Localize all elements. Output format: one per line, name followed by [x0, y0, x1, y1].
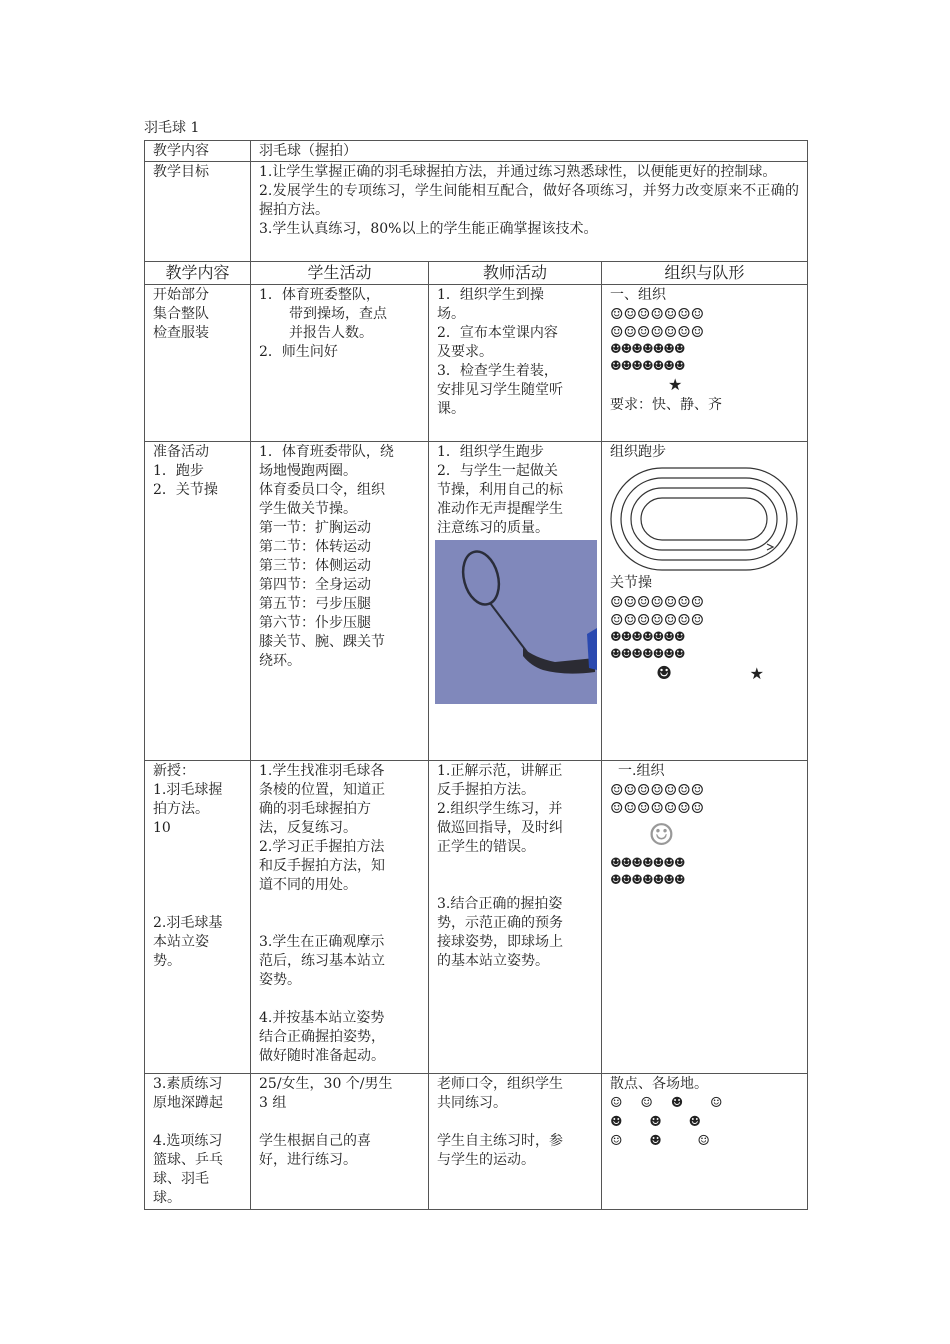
warmup-teacher: 1．组织学生跑步 2．与学生一起做关 节操，利用自己的标 准动作无声提醒学生 注意练习的质量。: [429, 442, 602, 761]
fitness-teacher: 老师口令，组织学生 共同练习。 学生自主练习时，参 与学生的运动。: [429, 1074, 602, 1210]
column-header: 组织与队形: [602, 262, 808, 285]
start-organization: [602, 285, 808, 442]
new-content: 新授： 1.羽毛球握 拍方法。 10 2.羽毛球基 本站立姿 势。: [145, 761, 251, 1074]
table-row-start: [145, 285, 808, 442]
student-row-icon: ☻☻☻☻☻☻☻: [610, 856, 685, 871]
student-row-icon: ☻☻☻☻☻☻☻: [610, 630, 685, 645]
goals-cell: [251, 162, 808, 262]
table-row-fitness: [145, 1074, 808, 1210]
warmup-content: 准备活动 1．跑步 2．关节操: [145, 442, 251, 761]
student-row-icon: ☻☻☻☻☻☻☻: [610, 342, 685, 357]
column-header: 教师活动: [429, 262, 602, 285]
column-header-row: [145, 262, 808, 285]
student-row-icon: ☺☺☺☺☺☺☺: [610, 781, 705, 799]
goals-row: [145, 162, 808, 262]
teacher-icon: ☻: [656, 663, 673, 684]
star-icon: ★: [749, 664, 764, 683]
new-organization: [602, 761, 808, 1074]
content-row: [145, 141, 808, 162]
org-title: 散点、各场地。: [610, 1076, 708, 1092]
goal-item: 3.学生认真练习，80%以上的学生能正确掌握该技术。: [259, 221, 598, 237]
fitness-content: 3.素质练习 原地深蹲起 4.选项练习 篮球、乒乓 球、羽毛 球。: [145, 1074, 251, 1210]
table-row-warmup: [145, 442, 808, 761]
running-track-icon: [609, 464, 801, 574]
new-teacher: 1.正解示范，讲解正 反手握拍方法。 2.组织学生练习，并 做巡回指导，及时纠 正学生的错误。 3.结合正确的握拍姿 势，示范正确的预务 接球姿势，即球场上 的基本站立姿势。: [429, 761, 602, 1074]
goal-item: 2.发展学生的专项练习，学生间能相互配合，做好各项练习，并努力改变原来不正确的握拍方法。: [259, 183, 800, 218]
racket-photo: [435, 540, 597, 704]
teacher-star-icon: ★: [668, 375, 683, 394]
lesson-plan-table: [144, 140, 808, 1210]
badminton-racket-icon: [435, 540, 597, 704]
content-value: 羽毛球（握拍）: [251, 141, 808, 162]
org-title: 一.组织: [618, 763, 665, 779]
joint-title: 关节操: [610, 575, 652, 591]
student-row-icon: ☺☺☺☺☺☺☺: [610, 323, 705, 341]
content-label: 教学内容: [145, 141, 251, 162]
goals-label: 教学目标: [145, 162, 251, 262]
scatter-row-icon: ☺ ☻ ☺: [610, 1133, 710, 1149]
teacher-icon: ☺: [648, 818, 675, 853]
fitness-student: 25/女生，30 个/男生 3 组 学生根据自己的喜 好，进行练习。: [251, 1074, 429, 1210]
column-header: 学生活动: [251, 262, 429, 285]
student-row-icon: ☺☺☺☺☺☺☺: [610, 611, 705, 629]
student-row-icon: ☻☻☻☻☻☻☻: [610, 647, 685, 662]
document-title: 羽毛球 1: [144, 120, 200, 136]
scatter-row-icon: ☻ ☻ ☻: [610, 1114, 702, 1130]
requirement-text: 要求：快、静、齐: [610, 397, 722, 413]
scatter-row-icon: ☺ ☺ ☻ ☺: [610, 1095, 723, 1111]
student-row-icon: ☻☻☻☻☻☻☻: [610, 873, 685, 888]
student-row-icon: ☺☺☺☺☺☺☺: [610, 305, 705, 323]
fitness-organization: [602, 1074, 808, 1210]
column-header: 教学内容: [145, 262, 251, 285]
warmup-student: 1．体育班委带队，绕 场地慢跑两圈。 体育委员口令，组织 学生做关节操。 第一节：扩胸运动 第二节：体转运动 第三节：体侧运动 第四节：全身运动 第五节：弓步压腿 第六节：仆步压腿 膝关节、腕、踝关节 绕环。: [251, 442, 429, 761]
warmup-organization: [602, 442, 808, 761]
new-student: 1.学生找准羽毛球各 条棱的位置，知道正 确的羽毛球握拍方 法，反复练习。 2.学习正手握拍方法 和反手握拍方法，知 道不同的用处。 3.学生在正确观摩示 范后，练习基本站立 姿势。 4.并按基本站立姿势 结合正确握拍姿势， 做好随时准备起动。: [251, 761, 429, 1074]
org-title: 一、组织: [610, 287, 666, 303]
start-student: 1．体育班委整队， 带到操场，查点 并报告人数。 2．师生问好: [251, 285, 429, 442]
start-content: 开始部分 集合整队 检查服装: [145, 285, 251, 442]
goal-item: 1.让学生掌握正确的羽毛球握拍方法，并通过练习熟悉球性，以便能更好的控制球。: [259, 164, 777, 180]
start-teacher: 1．组织学生到操 场。 2．宣布本堂课内容 及要求。 3．检查学生着装， 安排见习学生随堂听 课。: [429, 285, 602, 442]
run-title: 组织跑步: [610, 444, 666, 460]
table-row-new: [145, 761, 808, 1074]
student-row-icon: ☻☻☻☻☻☻☻: [610, 359, 685, 374]
student-row-icon: ☺☺☺☺☺☺☺: [610, 593, 705, 611]
student-row-icon: ☺☺☺☺☺☺☺: [610, 799, 705, 817]
